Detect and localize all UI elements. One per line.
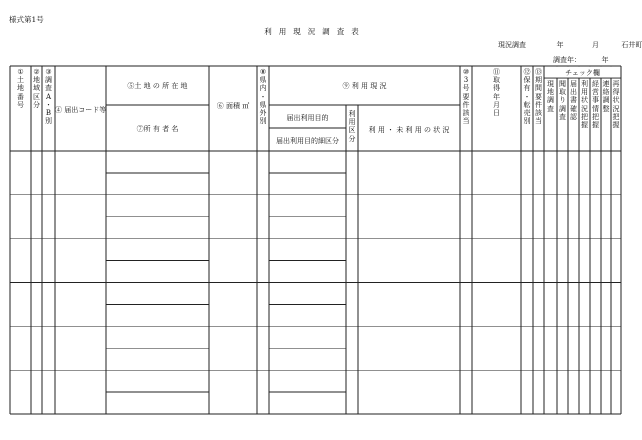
header-check-site-survey: 現 地 調 査 [547, 80, 554, 113]
header-area-sqm: ⑥ 面積 ㎡ [216, 102, 250, 110]
header-owner-name: ⑦所 有 者 名 [136, 125, 179, 133]
header-land-number: ① 土 地 番 号 [17, 68, 24, 109]
header-check-doc-confirm: 届 出 書 確 認 [570, 80, 577, 121]
page-title: 利用現況調査表 [264, 27, 366, 36]
header-land-location: ⑤土 地 の 所 在 地 [127, 82, 188, 90]
header-hold-resell: ⑫ 保 有 ・ 転 売 別 [523, 68, 531, 126]
form-number: 様式第1号 [9, 15, 44, 24]
survey-year-unit: 年 [556, 41, 564, 49]
header-check-resale-grasp: 再 得 状 況 把 握 [612, 80, 620, 130]
header-check-interview: 聞 取 り 調 査 [559, 80, 566, 121]
header-survey-ab: ③ 調 査 A ・ B 別 [45, 68, 52, 126]
header-in-out-prefecture: ⑧ 県 内 ・ 県 外 別 [259, 68, 267, 126]
header-use-unuse-status: 利 用 ・ 未 利 用 の 状 況 [368, 126, 450, 134]
header-notified-purpose-detail: 届出利用目的細区分 [276, 137, 339, 145]
survey-label: 現況調査 [498, 41, 526, 49]
header-check-usage-grasp: 利 用 状 況 把 握 [581, 80, 588, 130]
header-period-applicable: ⑬ 期 間 要 件 該 当 [535, 68, 542, 126]
survey-month-unit: 月 [591, 41, 599, 49]
survey-year-label: 調査年： [553, 56, 581, 64]
header-check-contact: 連 絡 調 整 [602, 80, 610, 113]
header-notification-code: ④ 届出コード等 [55, 106, 107, 114]
header-check-column: チェック欄 [565, 69, 600, 77]
header-notified-purpose: 届出利用目的 [286, 114, 329, 122]
header-acquisition-date: ⑪ 取 得 年 月 日 [493, 68, 500, 118]
survey-year-unit-2: 年 [601, 56, 609, 64]
header-area-class: ② 地 域 区 分 [33, 68, 40, 109]
header-usage-class: 利 用 区 分 [348, 110, 356, 143]
header-check-business-grasp: 経 営 事 情 把 握 [592, 80, 599, 130]
survey-town: 石井町 [621, 41, 642, 49]
header-usage-status: ⑨ 利 用 現 況 [342, 82, 387, 90]
header-item3-applicable: ⑩ 3 号 要 件 該 当 [462, 68, 470, 126]
